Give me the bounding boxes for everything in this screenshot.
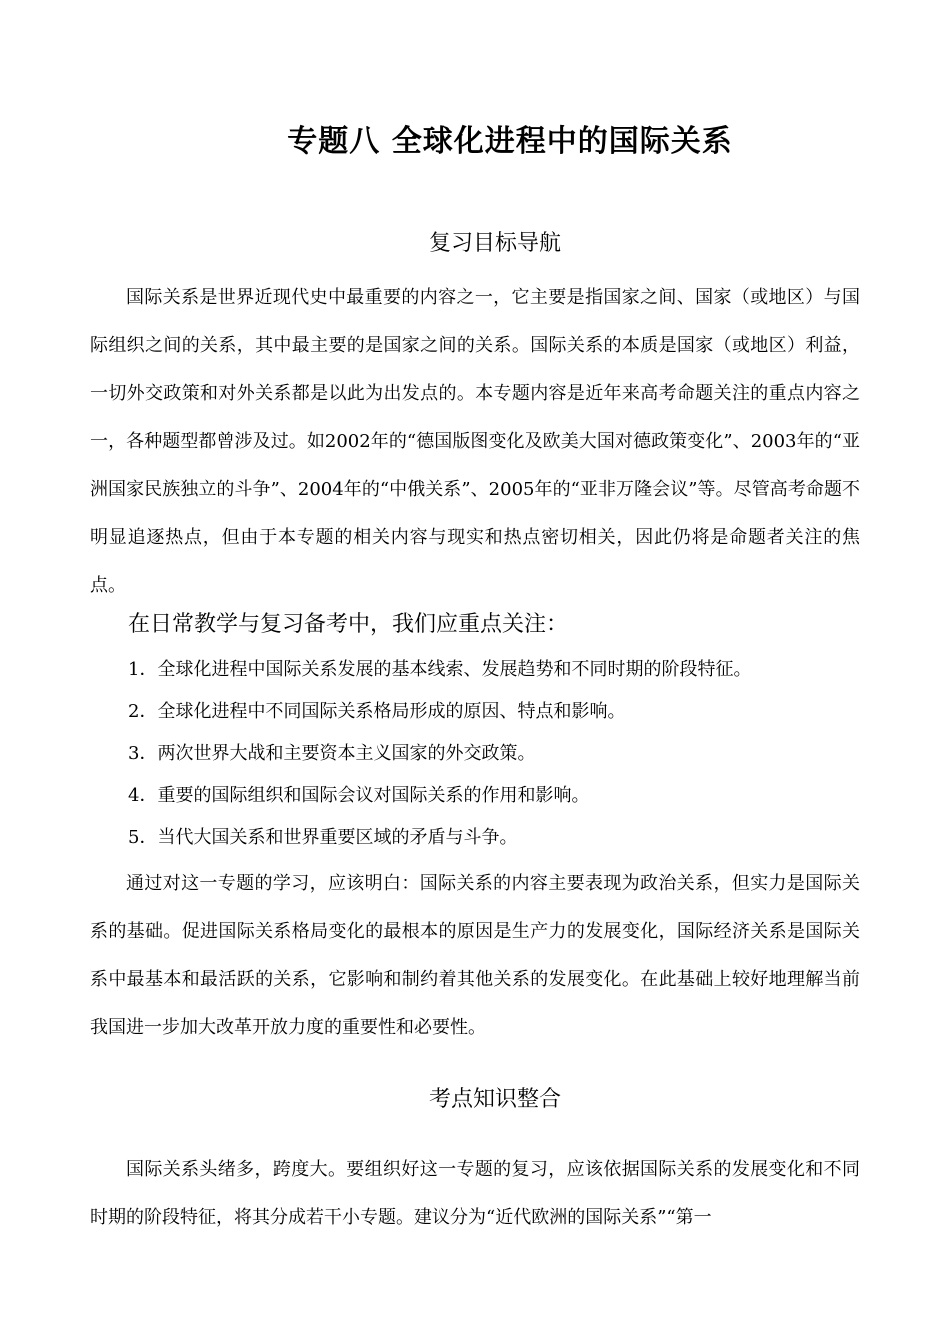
section-heading-review-goals: 复习目标导航 [428,231,561,256]
list-item: 3．两次世界大战和主要资本主义国家的外交政策。 [128,743,536,764]
list-item: 5．当代大国关系和世界重要区域的矛盾与斗争。 [128,827,518,848]
focus-heading: 在日常教学与复习备考中，我们应重点关注： [128,612,569,637]
intro-paragraph: 国际关系是世界近现代史中最重要的内容之一，它主要是指国家之间、国家（或地区）与国际组织之间的关系，其中最主要的是国家之间的关系。国际关系的本质是国家（或地区）利益，一切外交政策和对外关系都是以此为出发点的。本专题内容是近年来高考命题关注的重点内容之一，各种题型都曾涉及过。如2002年的“德国版图变化及欧美大国对德政策变化”、2003年的“亚洲国家民族独立的斗争”、2004年的“中俄关系”、2005年的“亚非万隆会议”等。尽管高考命题不明显追逐热点，但由于本专题的相关内容与现实和热点密切相关，因此仍将是命题者关注的焦点。 [90,287,860,596]
list-item: 2．全球化进程中不同国际关系格局形成的原因、特点和影响。 [128,701,626,722]
list-item: 1．全球化进程中国际关系发展的基本线索、发展趋势和不同时期的阶段特征。 [128,659,752,680]
conclusion-paragraph: 通过对这一专题的学习，应该明白：国际关系的内容主要表现为政治关系，但实力是国际关系的基础。促进国际关系格局变化的最根本的原因是生产力的发展变化，国际经济关系是国际关系中最基本和最活跃的关系，它影响和制约着其他关系的发展变化。在此基础上较好地理解当前我国进一步加大改革开放力度的重要性和必要性。 [90,873,860,1038]
knowledge-intro-paragraph: 国际关系头绪多，跨度大。要组织好这一专题的复习，应该依据国际关系的发展变化和不同时期的阶段特征，将其分成若干小专题。建议分为“近代欧洲的国际关系”“第一 [90,1159,860,1228]
focus-list [128,649,868,859]
list-item: 4．重要的国际组织和国际会议对国际关系的作用和影响。 [128,785,590,806]
page-title: 专题八 全球化进程中的国际关系 [287,124,733,159]
section-heading-knowledge-integration: 考点知识整合 [428,1087,561,1112]
